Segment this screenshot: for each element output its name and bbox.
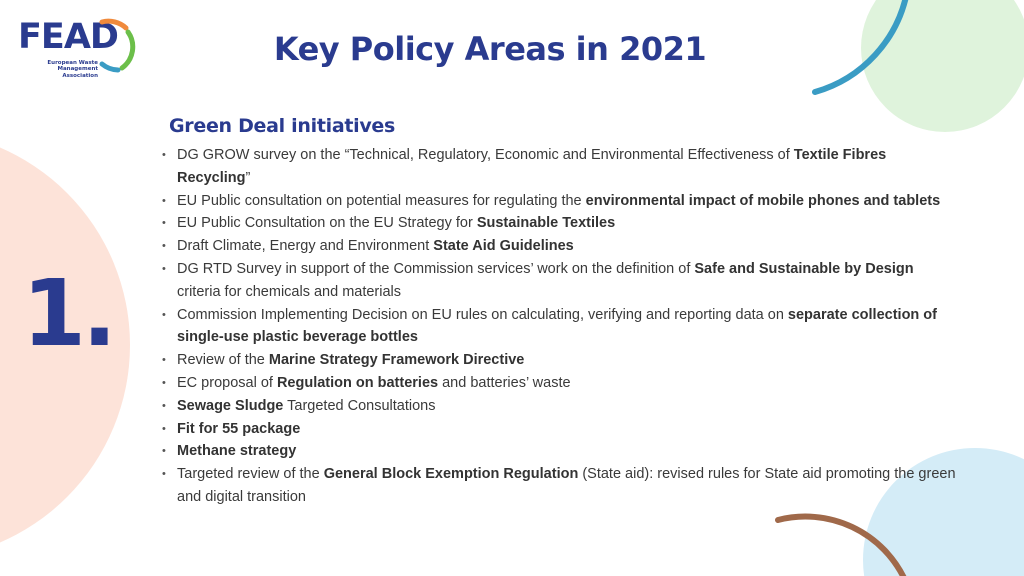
list-item: • Review of the Marine Strategy Framework Directive xyxy=(160,349,960,372)
list-item: • Targeted review of the General Block Exemption Regulation (State aid): revised rules for State aid promoting the green and digital transition xyxy=(160,463,960,509)
section-title: Green Deal initiatives xyxy=(169,115,396,137)
list-item: • Fit for 55 package xyxy=(160,418,960,441)
list-item: • EC proposal of Regulation on batteries and batteries’ waste xyxy=(160,372,960,395)
list-item: • EU Public consultation on potential measures for regulating the environmental impact of mobile phones and tablets xyxy=(160,190,960,213)
list-item: • DG RTD Survey in support of the Commission services’ work on the definition of Safe and Sustainable by Design criteria for chemicals and materials xyxy=(160,258,960,304)
list-item: • DG GROW survey on the “Technical, Regulatory, Economic and Environmental Effectiveness of Textile Fibres Recycling” xyxy=(160,144,960,190)
list-item: • Draft Climate, Energy and Environment State Aid Guidelines xyxy=(160,235,960,258)
page-title: Key Policy Areas in 2021 xyxy=(273,30,707,68)
list-item: • EU Public Consultation on the EU Strategy for Sustainable Textiles xyxy=(160,212,960,235)
logo-subtitle: European Waste Management Association xyxy=(47,60,98,79)
policy-list xyxy=(160,144,960,509)
logo-wordmark: FEAD xyxy=(18,17,118,57)
section-number: 1. xyxy=(22,260,113,367)
list-item: • Methane strategy xyxy=(160,440,960,463)
list-item: • Sewage Sludge Targeted Consultations xyxy=(160,395,960,418)
list-item: • Commission Implementing Decision on EU rules on calculating, verifying and reporting data on separate collection of single-use plastic beverage bottles xyxy=(160,304,960,350)
